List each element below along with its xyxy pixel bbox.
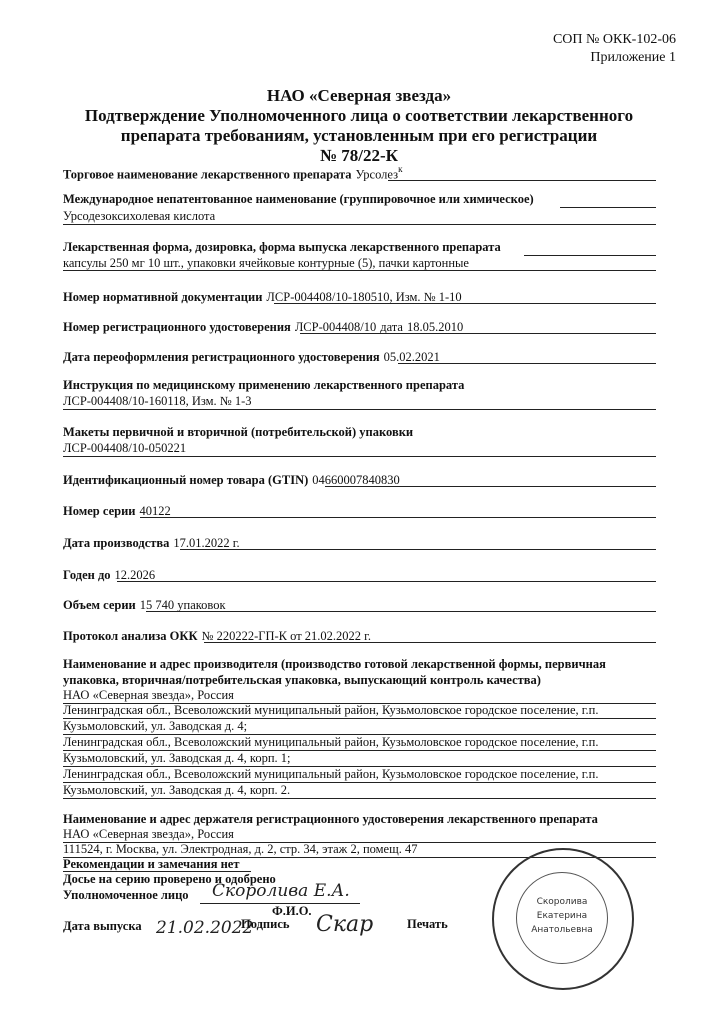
manufacturer-line-3: Ленинградская обл., Всеволожский муниципальный район, Кузьмоловское городское поселение, г.п.	[63, 735, 599, 749]
volume-line	[146, 611, 656, 612]
reissue-label: Дата переоформления регистрационного удостоверения	[63, 350, 380, 364]
layouts-label: Макеты первичной и вторичной (потребительской) упаковки	[63, 425, 414, 439]
release-label: Дата выпуска	[63, 919, 142, 933]
reissue-value: 05.02.2021	[383, 350, 440, 364]
reg-cert-date: 18.05.2010	[406, 320, 464, 334]
gtin-line	[325, 486, 656, 487]
remarks-text: Рекомендации и замечания нет	[63, 857, 240, 871]
instruction-value: ЛСР-004408/10-160118, Изм. № 1-3	[63, 394, 252, 408]
reissue-line	[398, 363, 656, 364]
dosage-line-1	[524, 255, 656, 256]
sign-label: Подпись	[241, 917, 290, 931]
manufacturer-line-5: Ленинградская обл., Всеволожский муниципальный район, Кузьмоловское городское поселение, г.п.	[63, 767, 599, 781]
expiry-line	[117, 581, 656, 582]
manufacturer-line-4: Кузьмоловский, ул. Заводская д. 4, корп. 1;	[63, 751, 291, 765]
seal-stamp-inner	[516, 872, 608, 964]
expiry-value: 12.2026	[114, 568, 156, 582]
reg-cert-value: ЛСР-004408/10	[294, 320, 377, 334]
release-date-handwritten: 21.02.2022	[156, 918, 254, 938]
trade-name-line	[388, 180, 656, 181]
instruction-label: Инструкция по медицинскому применению лекарственного препарата	[63, 378, 465, 392]
holder-line-0: НАО «Северная звезда», Россия	[63, 827, 234, 841]
prod-date-value: 17.01.2022 г.	[173, 536, 240, 550]
stamp-line-2: Екатерина	[536, 911, 588, 921]
normative-value: ЛСР-004408/10-180510, Изм. № 1-10	[266, 290, 462, 304]
layouts-value: ЛСР-004408/10-050221	[63, 441, 187, 455]
normative-line	[274, 303, 656, 304]
manufacturer-label-2: упаковка, вторичная/потребительская упаковка, выпускающий контроль качества)	[63, 673, 541, 687]
reg-cert-label: Номер регистрационного удостоверения	[63, 320, 291, 334]
series-label: Номер серии	[63, 504, 136, 518]
volume-label: Объем серии	[63, 598, 136, 612]
inn-label: Международное непатентованное наименование (группировочное или химическое)	[63, 192, 534, 206]
doc-title-line2: препарата требованиям, установленным при его регистрации	[120, 126, 598, 145]
trade-name-sup: к	[398, 164, 403, 174]
gtin-label: Идентификационный номер товара (GTIN)	[63, 473, 309, 487]
reissue-row	[63, 348, 440, 366]
expiry-label: Годен до	[63, 568, 111, 582]
sop-number: СОП № ОКК-102-06	[552, 32, 676, 47]
layouts-line	[63, 456, 656, 457]
fio-label: Ф.И.О.	[272, 904, 312, 918]
manufacturer-line-0: НАО «Северная звезда», Россия	[63, 688, 234, 702]
dosage-line-2	[63, 270, 656, 271]
qp-label: Уполномоченное лицо	[63, 888, 189, 902]
series-value: 40122	[139, 504, 171, 518]
stamp-line-3: Анатольевна	[531, 925, 593, 935]
series-line	[140, 517, 656, 518]
trade-name-row	[63, 164, 402, 183]
prod-date-line	[180, 549, 656, 550]
stamp-label: Печать	[407, 917, 448, 931]
reg-cert-date-label: дата	[380, 320, 403, 334]
checked-text: Досье на серию проверено и одобрено	[63, 872, 276, 886]
doc-number: № 78/22-К	[319, 146, 399, 165]
manufacturer-line-1: Ленинградская обл., Всеволожский муниципальный район, Кузьмоловское городское поселение, г.п.	[63, 703, 599, 717]
seal-stamp	[492, 848, 634, 990]
holder-label: Наименование и адрес держателя регистрационного удостоверения лекарственного препарата	[63, 812, 598, 826]
inn-value: Урсодезоксихолевая кислота	[63, 209, 216, 223]
stamp-line-1: Скоролива	[536, 897, 588, 907]
protocol-value: № 220222-ГП-К от 21.02.2022 г.	[201, 629, 372, 643]
normative-label: Номер нормативной документации	[63, 290, 263, 304]
dosage-label: Лекарственная форма, дозировка, форма выпуска лекарственного препарата	[63, 240, 501, 254]
prod-date-label: Дата производства	[63, 536, 170, 550]
holder-line-1: 111524, г. Москва, ул. Электродная, д. 2, стр. 34, этаж 2, помещ. 47	[63, 842, 418, 856]
trade-name-label: Торговое наименование лекарственного препарата	[63, 167, 352, 182]
manufacturer-line-2: Кузьмоловский, ул. Заводская д. 4;	[63, 719, 248, 733]
inn-line-2	[63, 224, 656, 225]
manufacturer-line-6: Кузьмоловский, ул. Заводская д. 4, корп. 2.	[63, 783, 291, 797]
dosage-value: капсулы 250 мг 10 шт., упаковки ячейковые контурные (5), пачки картонные	[63, 256, 469, 270]
appendix-label: Приложение 1	[590, 50, 676, 65]
volume-value: 15 740 упаковок	[139, 598, 226, 612]
gtin-value: 04660007840830	[312, 473, 400, 487]
inn-line-1	[560, 207, 656, 208]
protocol-line	[204, 642, 656, 643]
signature: Скар	[316, 912, 374, 937]
trade-name-value: Урсолез	[355, 167, 399, 182]
qp-name-handwritten: Скоролива Е.А.	[212, 881, 350, 901]
org-title: НАО «Северная звезда»	[266, 86, 452, 105]
instruction-line	[63, 409, 656, 410]
doc-title-line1: Подтверждение Уполномоченного лица о соответствии лекарственного	[84, 106, 634, 125]
protocol-label: Протокол анализа ОКК	[63, 629, 198, 643]
manufacturer-label-1: Наименование и адрес производителя (производство готовой лекарственной формы, первичная	[63, 657, 606, 671]
reg-cert-line	[300, 333, 656, 334]
manufacturer-rule-6	[63, 798, 656, 799]
